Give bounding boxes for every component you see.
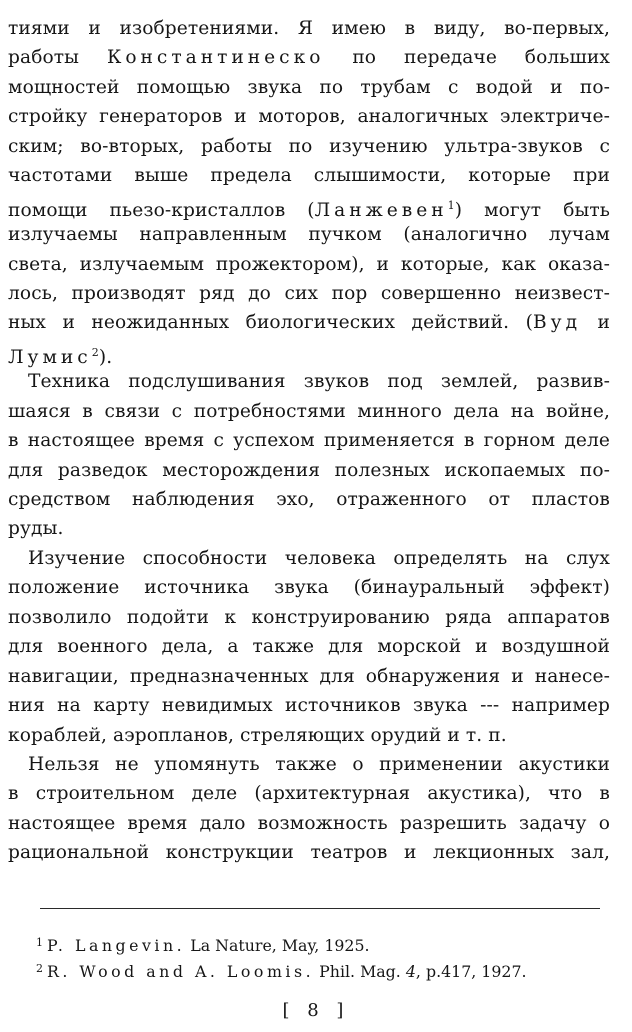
footnote-ref: 2 [91, 345, 99, 359]
text-line [8, 191, 610, 220]
text-line: ния на карту невидимых источников звука --- например [8, 695, 610, 717]
word: по передаче больших [352, 47, 610, 69]
footnote-volume: 4 [405, 962, 416, 981]
spaced-name: Вуд [532, 312, 582, 334]
text-line: мощностей помощью звука по трубам с водой и по- [8, 76, 610, 98]
footnote-mark: 2 [36, 962, 43, 975]
text-line: Техника подслушивания звуков под землей, развив- [28, 371, 610, 393]
word: работы [8, 47, 80, 69]
text-line: кораблей, аэропланов, стреляющих орудий и т. п. [8, 724, 507, 746]
text-line: рациональной конструкции театров и лекционных зал, [8, 842, 610, 864]
text-line: в строительном деле (архитектурная акустика), что в [8, 783, 610, 805]
text-line: для разведок месторождения полезных ископаемых по- [8, 459, 610, 481]
text-line: Изучение способности человека определять на слух [28, 547, 610, 569]
footnote-source: La Nature, May, 1925. [190, 936, 370, 955]
spaced-name: Ланжевен [314, 199, 448, 221]
text-line: частотами выше предела слышимости, которые при [8, 165, 610, 187]
word: помощи пьезо-кристаллов ( [8, 199, 315, 221]
text-line [8, 43, 610, 72]
word: и [597, 312, 610, 334]
text-line: ским; во-вторых, работы по изучению ультра-звуков с [8, 135, 610, 157]
footnote-source: , p.417, 1927. [415, 962, 527, 981]
text-line: для военного дела, а также для морской и воздушной [8, 636, 610, 658]
text-line: Нельзя не упомянуть также о применении акустики [28, 753, 610, 775]
text-line: позволило подойти к конструированию ряда аппаратов [8, 606, 610, 628]
word: ). [98, 346, 113, 368]
body-text [8, 14, 610, 868]
text-line: лось, производят ряд до сих пор совершенно неизвест- [8, 282, 610, 304]
text-line: положение источника звука (бинауральный эффект) [8, 577, 610, 599]
text-line: стройку генераторов и моторов, аналогичных электриче- [8, 106, 610, 128]
text-line: настоящее время дало возможность разрешить задачу о [8, 812, 610, 834]
page-number: [ 8 ] [282, 1000, 350, 1021]
text-line: шаяся в связи с потребностями минного дела на войне, [8, 400, 610, 422]
spaced-name: Лумис [8, 346, 92, 368]
text-line: навигации, предназначенных для обнаружения и нанесе- [8, 665, 610, 687]
footnote-author: R. Wood and A. Loomis. [47, 962, 315, 981]
word: ) могут быть [454, 199, 610, 221]
footnote-2 [36, 958, 606, 983]
footnote-ref: 1 [447, 198, 455, 212]
spaced-name: Константинеско [106, 47, 325, 69]
text-line: излучаемы направленным пучком (аналогично лучам [8, 224, 610, 246]
text-line: тиями и изобретениями. Я имею в виду, во-первых, [8, 18, 610, 39]
word: ных и неожиданных биологических действий. ( [8, 312, 533, 334]
text-line: в настоящее время с успехом применяется в горном деле [8, 430, 610, 452]
footnote-1 [36, 932, 606, 957]
footnote-source: Phil. Mag. [319, 962, 401, 981]
text-line: средством наблюдения эхо, отраженного от пластов [8, 489, 610, 510]
text-line [8, 338, 610, 367]
footnote-author: P. Langevin. [47, 936, 186, 955]
text-line: света, излучаемым прожектором), и которые, как оказа- [8, 253, 610, 275]
footnote-rule [40, 908, 600, 909]
footnote-mark: 1 [36, 936, 43, 949]
text-line: руды. [8, 518, 64, 540]
text-line [8, 308, 610, 337]
